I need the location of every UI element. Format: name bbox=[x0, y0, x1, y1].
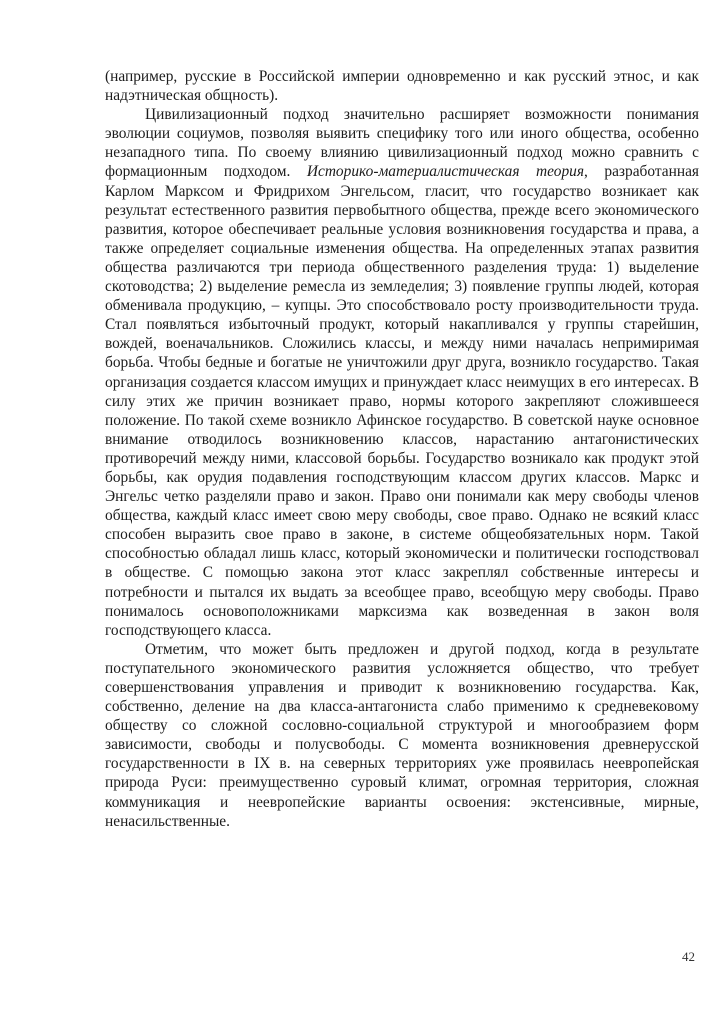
paragraph-2-text-start: Цивилизационный подход значительно расширяет возможности понимания эволюции социумов, позволяя выявить специфику того или иного общества, особенно незападного типа. По своему влиянию цивилизационный подход можно сравнить с формационным подходом. bbox=[105, 106, 699, 181]
theory-term: Историко-материалистическая теория bbox=[306, 163, 585, 181]
paragraph-civilizational-approach bbox=[105, 105, 699, 640]
paragraph-continuation bbox=[105, 67, 699, 105]
page-number: 42 bbox=[682, 949, 695, 964]
paragraph-2-text-end: , разработанная Карлом Марксом и Фридрихом Энгельсом, гласит, что государство возникает как результат естественного развития первобытного общества, прежде всего экономического развития, которое обеспечивает реальные условия возникновения государства и права, а также определяет социальные изменения общества. На определенных этапах развития общества различаются три периода общественного разделения труда: 1) выделение скотоводства; 2) выделение ремесла из земледелия; 3) появление группы людей, которая обменивала продукцию, – купцы. Это способствовало росту производительности труда. Стал появляться избыточный продукт, который накапливался у группы старейшин, вождей, военачальников. Сложились классы, и между ними началась непримиримая борьба. Чтобы бедные и богатые не уничтожили друг друга, возникло государство. Такая организация создается классом имущих и принуждает класс неимущих в его интересах. В силу этих же причин возникает право, нормы которого закрепляют сложившееся положение. По такой схеме возникло Афинское государство. В советской науке основное внимание отводилось возникновению классов, нарастанию антагонистических противоречий между ними, классовой борьбы. Государство возникало как продукт этой борьбы, как орудия подавления господствующим классом других классов. Маркс и Энгельс четко разделяли право и закон. Право они понимали как меру свободы членов общества, каждый класс имеет свою меру свободы, свое право. Однако не всякий класс способен выразить свое право в законе, в системе общеобязательных норм. Такой способностью обладал лишь класс, который экономически и политически господствовал в обществе. С помощью закона этот класс закреплял собственные интересы и потребности и пытался их выдать за всеобщее право, всеобщую меру свободы. Право понималось основоположниками марксизма как возведенная в закон воля господствующего класса. bbox=[105, 163, 699, 639]
paragraph-3-text: Отметим, что может быть предложен и другой подход, когда в результате поступательного экономического развития усложняется общество, что требует совершенствования управления и приводит к возникновению государства. Как, собственно, деление на два класса-антагониста слабо применимо к средневековому обществу со сложной сословно-социальной структурой и многообразием форм зависимости, свободы и полусвободы. С момента возникновения древнерусской государственности в IX в. на северных территориях уже проявилась неевропейская природа Руси: преимущественно суровый климат, огромная территория, сложная коммуникация и неевропейские варианты освоения: экстенсивные, мирные, ненасильственные. bbox=[105, 640, 699, 830]
paragraph-other-approach bbox=[105, 640, 699, 831]
body-text bbox=[105, 67, 699, 831]
paragraph-1-text: (например, русские в Российской империи одновременно и как русский этнос, и как надэтническая общность). bbox=[105, 68, 699, 105]
